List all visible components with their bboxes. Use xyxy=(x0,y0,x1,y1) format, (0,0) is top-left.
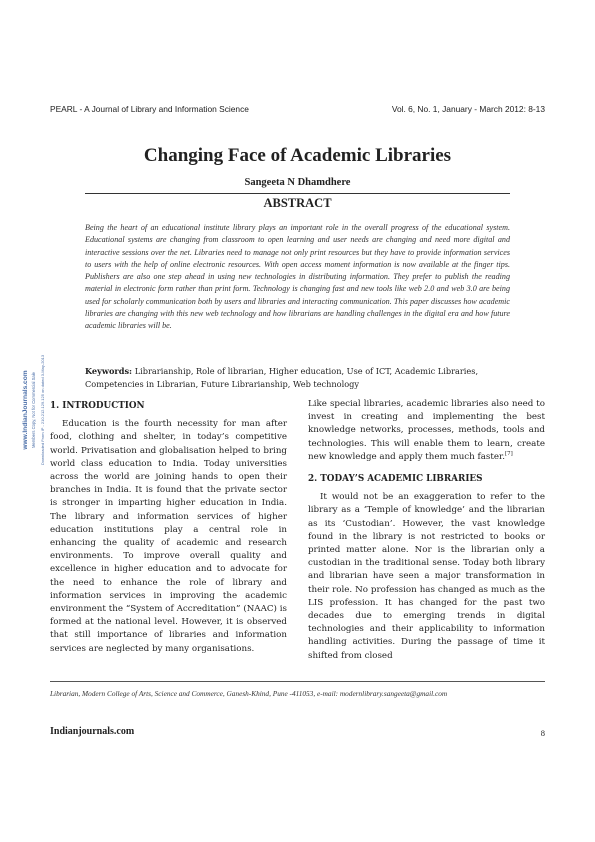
watermark-download-info: Downloaded From IP - 210.212.129.125 on dated 3-May-2013 xyxy=(40,354,45,466)
keywords-text: Librarianship, Role of librarian, Higher education, Use of ICT, Academic Libraries, Competencies in Librarian, Future Librarianship, Web technology xyxy=(85,366,479,389)
citation-ref: [7] xyxy=(504,450,513,457)
watermark-copy-notice: Members Copy, Not for Commercial Sale xyxy=(31,371,36,449)
journal-name: PEARL - A Journal of Library and Information Science xyxy=(50,104,249,114)
running-head xyxy=(50,104,545,118)
issue-info: Vol. 6, No. 1, January - March 2012: 8-13 xyxy=(391,104,545,114)
left-column xyxy=(50,400,287,656)
abstract-text: Being the heart of an educational institute library plays an important role in the overall progress of the educational system. Educational systems are changing from classroom to open learning and user needs are changing and need more digital and interactive sessions over the net. Libraries need to manage not only print resources but they have to provide information services to users with the help of online electronic resources. With open access moment information is now available at the finger tips. Publishers are also one step ahead in using new technologies in distributing information. They prefer to publish the reading material in electronic form rather than print form. Technology is changing fast and new tools like web 2.0 and web 3.0 are being used for scholarly communication both by users and libraries and interacting communication. This paper discusses how academic libraries are changing with this new web technology and how librarians are handling challenges in the digital era and how future academic libraries will be. xyxy=(85,223,510,331)
continuation-text: Like special libraries, academic libraries also need to invest in creating and implementing the best knowledge networks, processes, methods, tools and technologies. This will enable them to learn, create new knowledge and apply them much faster. xyxy=(308,399,545,462)
abstract-section xyxy=(85,193,510,359)
todays-libraries-paragraph: It would not be an exaggeration to refer to the library as a ‘Temple of knowledge’ and the librarian as its ‘Custodian’. However, the vast knowledge found in the library is not restricted to books or printed matter alone. Nor is the librarian only a custodian in the traditional sense. Today both library and librarian have seen a major transformation in their role. No profession has changed as much as the LIS profession. It has changed for the past two decades due to emerging trends in digital technologies and their applicability to information handling activities. During the passage of time it shifted from closed xyxy=(308,492,545,661)
page-number: 8 xyxy=(540,728,545,738)
footer-site-name: Indianjournals.com xyxy=(50,726,135,737)
footnote-divider xyxy=(50,681,545,682)
author-affiliation-footnote: Librarian, Modern College of Arts, Science and Commerce, Ganesh-Khind, Pune -411053, e-mail: modernlibrary.sangeeta@gmail.com xyxy=(50,689,448,698)
section-heading-todays-libraries: 2. TODAY’S ACADEMIC LIBRARIES xyxy=(308,474,483,485)
keywords-label: Keywords: xyxy=(85,366,133,376)
right-column xyxy=(308,398,545,663)
article-title: Changing Face of Academic Libraries xyxy=(143,145,452,166)
section-heading-introduction: 1. INTRODUCTION xyxy=(50,401,145,411)
keywords xyxy=(85,365,515,391)
introduction-paragraph: Education is the fourth necessity for man after food, clothing and shelter, in today’s competitive world. Privatisation and globalisation helped to bring world class education to India. Today universities across the world are joining hands to open their branches in India. It is found that the private sector is stronger in imparting higher education in India. The library and information services of higher education institutions play a central role in enhancing the quality of academic and research environments. To improve overall quality and excellence in higher education and to advocate for the need to enhance the role of library and information services in improving the academic environment the “System of Accreditation” (NAAC) is formed at the national level. However, it is observed that still importance of libraries and information services are neglected by many organisations. xyxy=(50,419,287,654)
watermark-site: www.IndianJournals.com xyxy=(22,370,29,450)
abstract-heading: ABSTRACT xyxy=(263,196,332,210)
introduction-continuation xyxy=(308,398,545,464)
article-author: Sangeeta N Dhamdhere xyxy=(244,177,351,188)
